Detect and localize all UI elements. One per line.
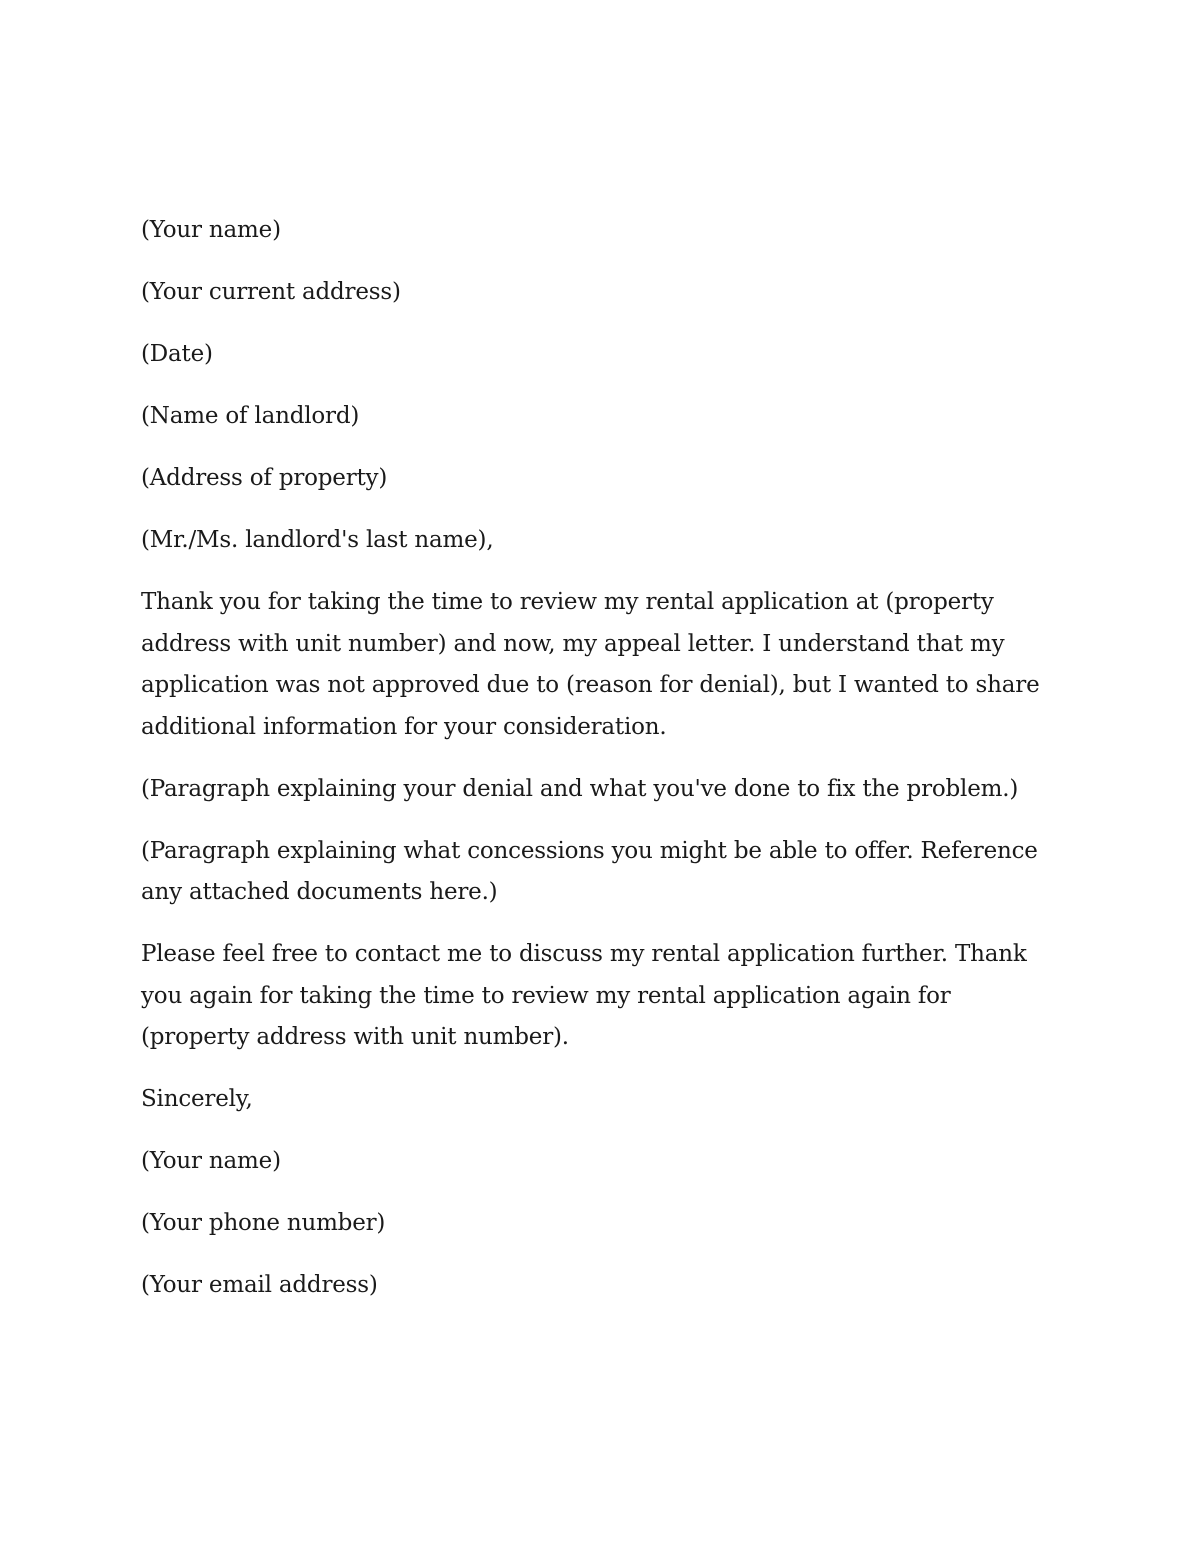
concessions-line: any attached documents here.): [141, 879, 498, 905]
closing-word: Sincerely,: [141, 1086, 253, 1112]
intro-line: additional information for your consideration.: [141, 713, 667, 740]
intro-line: address with unit number) and now, my appeal letter. I understand that my: [141, 630, 1005, 657]
property-address: (Address of property): [141, 465, 388, 491]
sender-name: (Your name): [141, 217, 281, 243]
sender-address: (Your current address): [141, 279, 401, 305]
closing-line: Please feel free to contact me to discuss my rental application further. Thank: [141, 941, 1027, 967]
concessions-paragraph: [141, 831, 1061, 914]
landlord-name: (Name of landlord): [141, 403, 360, 429]
denial-paragraph: [141, 769, 1061, 811]
denial-line: (Paragraph explaining your denial and what you've done to fix the problem.): [141, 775, 1019, 802]
intro-paragraph: [141, 582, 1061, 748]
salutation: (Mr./Ms. landlord's last name),: [141, 527, 494, 553]
signoff-name: (Your name): [141, 1148, 281, 1174]
closing-line: (property address with unit number).: [141, 1024, 569, 1050]
intro-line: application was not approved due to (reason for denial), but I wanted to share: [141, 672, 1040, 698]
letter-date: (Date): [141, 341, 213, 367]
signoff-email: (Your email address): [141, 1272, 378, 1298]
concessions-line: (Paragraph explaining what concessions you might be able to offer. Reference: [141, 837, 1038, 864]
signoff-phone: (Your phone number): [141, 1210, 386, 1236]
closing-paragraph: [141, 934, 1061, 1059]
appeal-letter: [141, 210, 1061, 1327]
intro-line: Thank you for taking the time to review my rental application at (property: [141, 589, 994, 615]
closing-line: you again for taking the time to review my rental application again for: [141, 982, 951, 1009]
